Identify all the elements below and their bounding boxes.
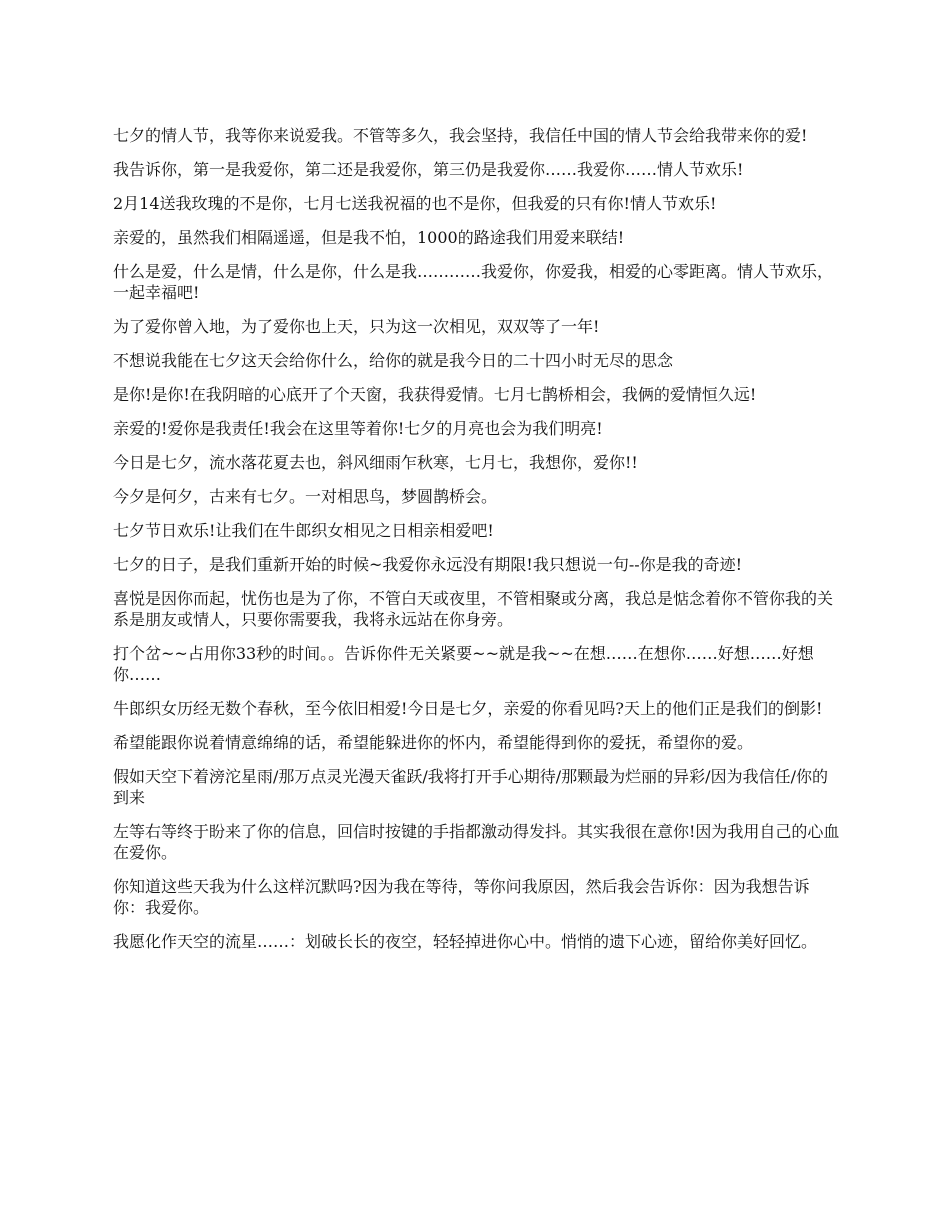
paragraph: 为了爱你曾入地，为了爱你也上天，只为这一次相见，双双等了一年! — [113, 317, 600, 336]
document-body — [113, 125, 841, 965]
paragraph: 是你!是你!在我阴暗的心底开了个天窗，我获得爱情。七月七鹊桥相会，我俩的爱情恒久远! — [113, 385, 757, 404]
paragraph: 左等右等终于盼来了你的信息，回信时按键的手指都激动得发抖。其实我很在意你!因为我用自己的心血在爱你。 — [113, 822, 840, 862]
paragraph: 亲爱的!爱你是我责任!我会在这里等着你!七夕的月亮也会为我们明亮! — [113, 419, 603, 438]
paragraph: 牛郎织女历经无数个春秋，至今依旧相爱!今日是七夕，亲爱的你看见吗?天上的他们正是我们的倒影! — [113, 699, 823, 718]
paragraph: 2月14送我玫瑰的不是你，七月七送我祝福的也不是你，但我爱的只有你!情人节欢乐! — [113, 194, 717, 213]
paragraph: 七夕的情人节，我等你来说爱我。不管等多久，我会坚持，我信任中国的情人节会给我带来你的爱! — [113, 126, 808, 145]
paragraph: 我告诉你，第一是我爱你，第二还是我爱你，第三仍是我爱你……我爱你……情人节欢乐! — [113, 160, 744, 179]
paragraph: 打个岔~~占用你33秒的时间。。告诉你件无关紧要~~就是我~~在想……在想你……好想……好想你…… — [113, 644, 814, 684]
paragraph: 不想说我能在七夕这天会给你什么，给你的就是我今日的二十四小时无尽的思念 — [113, 351, 674, 370]
paragraph: 你知道这些天我为什么这样沉默吗?因为我在等待，等你问我原因，然后我会告诉你：因为我想告诉你：我爱你。 — [113, 877, 810, 917]
paragraph: 喜悦是因你而起，忧伤也是为了你，不管白天或夜里，不管相聚或分离，我总是惦念着你不管你我的关系是朋友或情人，只要你需要我，我将永远站在你身旁。 — [113, 589, 834, 629]
paragraph: 我愿化作天空的流星……：划破长长的夜空，轻轻掉进你心中。悄悄的遗下心迹，留给你美好回忆。 — [113, 932, 818, 951]
paragraph: 假如天空下着滂沱星雨/那万点灵光漫天雀跃/我将打开手心期待/那颗最为烂丽的异彩/因为我信任/你的到来 — [113, 767, 828, 807]
paragraph: 亲爱的，虽然我们相隔遥遥，但是我不怕，1000的路途我们用爱来联结! — [113, 228, 625, 247]
paragraph: 今日是七夕，流水落花夏去也，斜风细雨乍秋寒，七月七，我想你，爱你!! — [113, 453, 638, 472]
paragraph: 七夕节日欢乐!让我们在牛郎织女相见之日相亲相爱吧! — [113, 521, 494, 540]
paragraph: 七夕的日子，是我们重新开始的时候~我爱你永远没有期限!我只想说一句--你是我的奇迹! — [113, 555, 743, 574]
paragraph: 什么是爱，什么是情，什么是你，什么是我…………我爱你，你爱我，相爱的心零距离。情人节欢乐，一起幸福吧! — [113, 262, 834, 302]
paragraph: 希望能跟你说着情意绵绵的话，希望能躲进你的怀内，希望能得到你的爱抚，希望你的爱。 — [113, 733, 754, 752]
paragraph: 今夕是何夕，古来有七夕。一对相思鸟，梦圆鹊桥会。 — [113, 487, 498, 506]
